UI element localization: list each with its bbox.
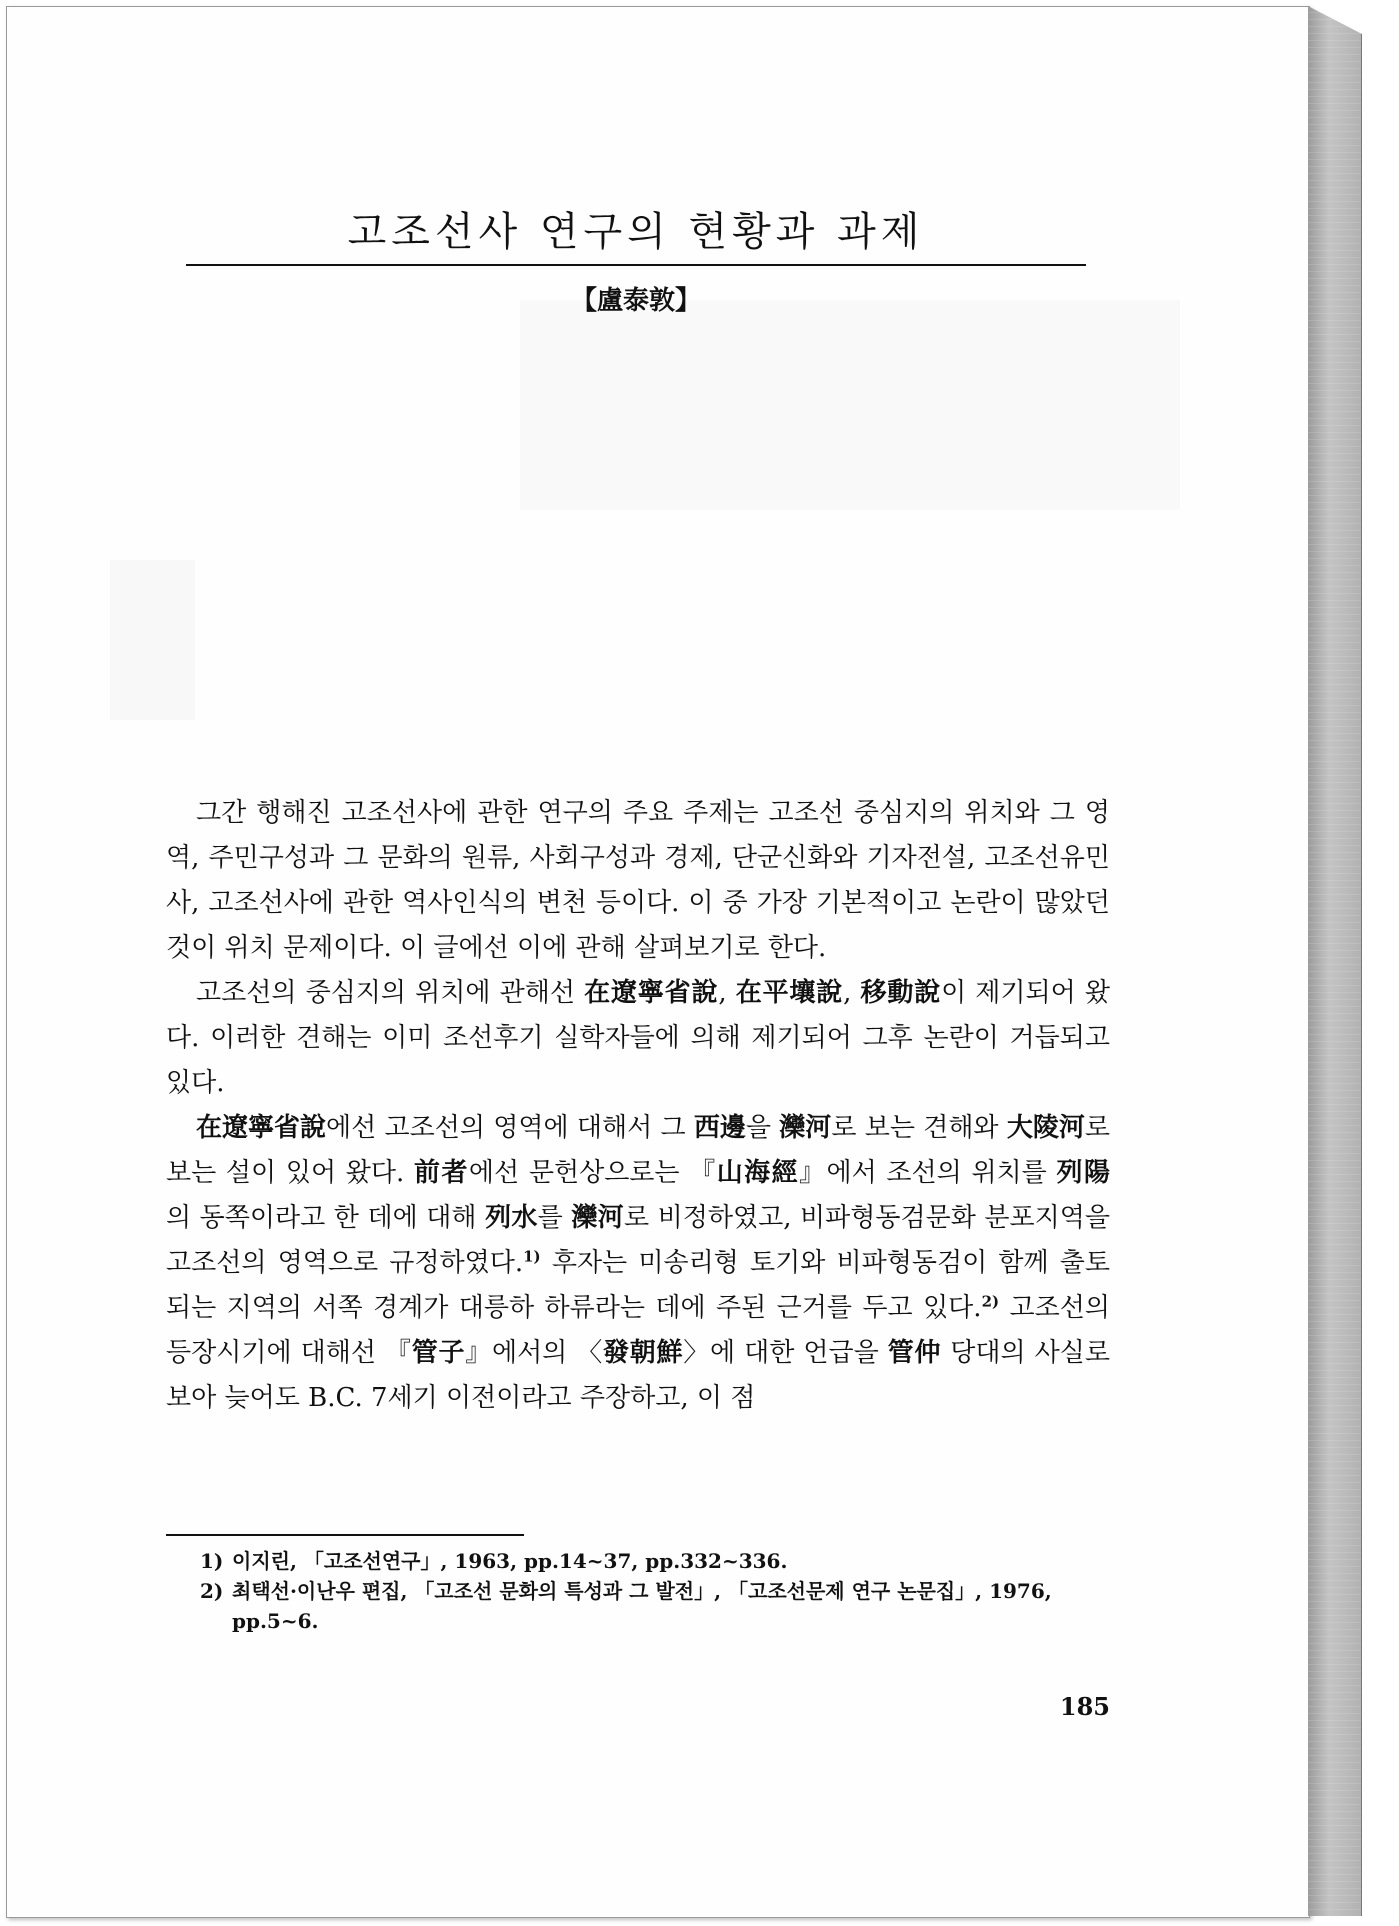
body-paragraph xyxy=(166,1106,1110,1421)
footnote-text: 이지린, 「고조선연구」, 1963, pp.14~37, pp.332~336. xyxy=(232,1549,788,1573)
body-text: 이 제기되어 왔다. 이러한 견해는 이미 조선후기 실학자들에 의해 제기되어 그후 논란이 거듭되고 있다. xyxy=(166,978,1110,1098)
body-text: 』에서의 〈 xyxy=(465,1338,604,1368)
body-text: 로 보는 견해와 xyxy=(831,1113,1007,1143)
page-number: 185 xyxy=(1059,1692,1110,1721)
hanja-term: 前者 xyxy=(414,1158,469,1188)
title-rule xyxy=(186,264,1086,266)
body-text: 로 비정하였고, 비파형동검문화 분포지역을 고조선의 영역으로 규정하였다. xyxy=(166,1203,1110,1278)
scan-shadow xyxy=(110,560,195,720)
footnote xyxy=(202,1576,1112,1636)
hanja-term: 在平壤說 xyxy=(735,978,844,1008)
hanja-term: 灤河 xyxy=(779,1113,832,1143)
hanja-term: 管仲 xyxy=(887,1338,942,1368)
footnotes xyxy=(202,1546,1112,1636)
hanja-term: 西邊 xyxy=(693,1113,746,1143)
article-author: 【盧泰敦】 xyxy=(570,286,701,316)
body-text: 의 동쪽이라고 한 데에 대해 xyxy=(166,1203,486,1233)
body-text: 고조선의 등장시기에 대해선 『 xyxy=(166,1293,1110,1368)
body-text: 〉에 대한 언급을 xyxy=(683,1338,888,1368)
body-text: 』에서 조선의 위치를 xyxy=(799,1158,1057,1188)
hanja-term: 管子 xyxy=(411,1338,466,1368)
footnote-ref: 1) xyxy=(523,1247,541,1266)
body-text: 고조선의 중심지의 위치에 관해선 xyxy=(196,978,585,1008)
footnote-rule xyxy=(166,1534,524,1536)
article-body xyxy=(166,791,1110,1421)
body-paragraph xyxy=(166,791,1110,971)
hanja-term: 在遼寧省說 xyxy=(584,978,719,1008)
hanja-term: 列水 xyxy=(485,1203,538,1233)
hanja-term: 在遼寧省說 xyxy=(196,1113,327,1143)
page-stack-lines xyxy=(1308,6,1361,1916)
body-text: 을 xyxy=(745,1113,780,1143)
footnote xyxy=(202,1546,1112,1576)
body-text: 로 보는 설이 있어 왔다. xyxy=(166,1113,1110,1188)
hanja-term: 發朝鮮 xyxy=(603,1338,684,1368)
footnote-number: 2) xyxy=(200,1579,224,1603)
hanja-term: 山海經 xyxy=(716,1158,800,1188)
body-text: 후자는 미송리형 토기와 비파형동검이 함께 출토되는 지역의 서쪽 경계가 대릉하 하류라는 데에 주된 근거를 두고 있다. xyxy=(166,1248,1110,1323)
hanja-term: 移動說 xyxy=(860,978,942,1008)
footnote-number: 1) xyxy=(200,1549,224,1573)
hanja-term: 列陽 xyxy=(1056,1158,1110,1188)
body-text: 를 xyxy=(537,1203,572,1233)
hanja-term: 灤河 xyxy=(571,1203,624,1233)
body-paragraph xyxy=(166,971,1110,1106)
hanja-term: 大陵河 xyxy=(1006,1113,1085,1143)
body-text: , xyxy=(718,978,736,1008)
article-title: 고조선사 연구의 현황과 과제 xyxy=(347,209,925,255)
scan-shadow xyxy=(520,300,1180,510)
body-text: 당대의 사실로 보아 늦어도 B.C. 7세기 이전이라고 주장하고, 이 점 xyxy=(166,1338,1110,1413)
footnote-text: 최택선·이난우 편집, 「고조선 문화의 특성과 그 발전」, 「고조선문제 연구 논문집」, 1976, pp.5~6. xyxy=(232,1579,1052,1633)
body-text: 그간 행해진 고조선사에 관한 연구의 주요 주제는 고조선 중심지의 위치와 그 영역, 주민구성과 그 문화의 원류, 사회구성과 경제, 단군신화와 기자전설, 고조선유민사, 고조선사에 관한 역사인식의 변천 등이다. 이 중 가장 기본적이고 논란이 많았던 것이 위치 문제이다. 이 글에선 이에 관해 살펴보기로 한다. xyxy=(166,798,1110,963)
body-text: 에선 고조선의 영역에 대해서 그 xyxy=(326,1113,694,1143)
body-text: , xyxy=(843,978,861,1008)
body-text: 에선 문헌상으로는 『 xyxy=(468,1158,717,1188)
footnote-ref: 2) xyxy=(981,1292,1000,1311)
